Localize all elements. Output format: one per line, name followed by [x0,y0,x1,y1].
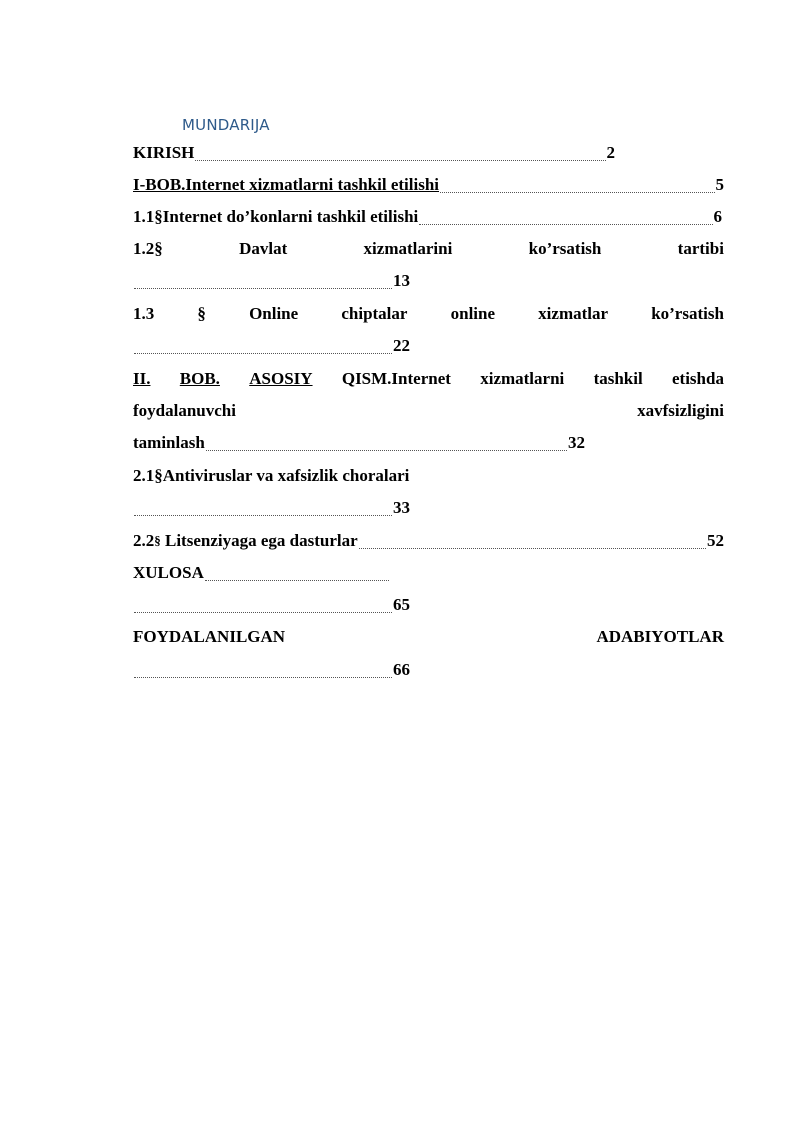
toc-page-number: 13 [393,271,410,290]
dot-leader [205,574,389,581]
toc-entry-1-2-page[interactable] [133,270,410,292]
toc-page-number: 33 [393,498,410,517]
toc-page-number: 66 [393,660,410,679]
toc-page-number: 32 [568,433,585,452]
toc-word: tashkil [593,369,643,388]
toc-entry-adabiyotlar-page[interactable] [133,659,410,681]
toc-word: chiptalar [341,304,408,323]
toc-entry-title: I-BOB.Internet xizmatlarni tashkil etilishi [133,175,439,194]
toc-entry-xulosa-title[interactable] [133,562,390,584]
toc-entry-1-3-page[interactable] [133,335,410,357]
toc-word: etishda [672,369,724,388]
toc-entry-1-3-title[interactable] [133,303,724,325]
toc-word: tartibi [677,239,724,258]
dot-leader [134,671,392,678]
toc-entry-number: 2.2 [133,531,155,550]
toc-entry-2-1-title[interactable] [133,465,533,487]
toc-entry-1-1[interactable] [133,206,722,228]
dot-leader [206,444,567,451]
dot-leader [134,509,392,516]
toc-entry-title: KIRISH [133,143,195,162]
toc-entry-adabiyotlar-title[interactable] [133,626,724,648]
toc-entry-2-2[interactable] [133,530,724,552]
dot-leader [134,347,392,354]
toc-word: xizmatlarini [363,239,453,258]
toc-entry-kirish[interactable] [133,142,615,164]
toc-entry-title: 1.1§Internet do’konlarni tashkil etilishi [133,207,419,226]
toc-word: foydalanuvchi [133,401,236,420]
dot-leader [419,218,712,225]
dot-leader [134,606,392,613]
toc-entry-title: Litsenziyaga ega dasturlar [160,531,358,550]
toc-word: Online [249,304,299,323]
toc-entry-bob2-line2[interactable] [133,400,724,422]
dot-leader [440,186,715,193]
toc-word: taminlash [133,433,205,452]
toc-page-number: 5 [715,175,724,194]
toc-entry-title: XULOSA [133,563,204,582]
toc-word: II. [133,369,151,388]
dot-leader [359,542,706,549]
toc-entry-xulosa-page[interactable] [133,594,410,616]
toc-word: xizmatlar [538,304,609,323]
toc-word: online [450,304,496,323]
toc-word: ADABIYOTLAR [596,627,724,646]
toc-page-number: 22 [393,336,410,355]
dot-leader [195,154,605,161]
dot-leader [134,282,392,289]
toc-word: FOYDALANILGAN [133,627,286,646]
toc-word: 1.2§ [133,239,163,258]
toc-entry-bob1[interactable] [133,174,724,196]
toc-entry-title: 2.1§Antiviruslar va xafsizlik choralari [133,466,410,485]
toc-word: § [197,304,206,323]
toc-entry-1-2-title[interactable] [133,238,724,260]
toc-entry-bob2-line3[interactable] [133,432,585,454]
toc-page-number: 6 [713,207,722,226]
section-symbol: § [154,533,161,548]
toc-word: ko’rsatish [651,304,724,323]
toc-word: Davlat [239,239,288,258]
toc-heading: MUNDARIJA [182,116,270,134]
toc-word: ASOSIY [249,369,313,388]
toc-word: xizmatlarni [480,369,565,388]
toc-page-number: 2 [606,143,615,162]
toc-page-number: 52 [707,531,724,550]
toc-entry-bob2-line1[interactable] [133,368,724,390]
toc-word: xavfsizligini [637,401,724,420]
toc-entry-2-1-page[interactable] [133,497,410,519]
toc-word: 1.3 [133,304,155,323]
toc-word: QISM.Internet [341,369,451,388]
toc-page-number: 65 [393,595,410,614]
toc-word: BOB. [179,369,220,388]
toc-word: ko’rsatish [528,239,602,258]
